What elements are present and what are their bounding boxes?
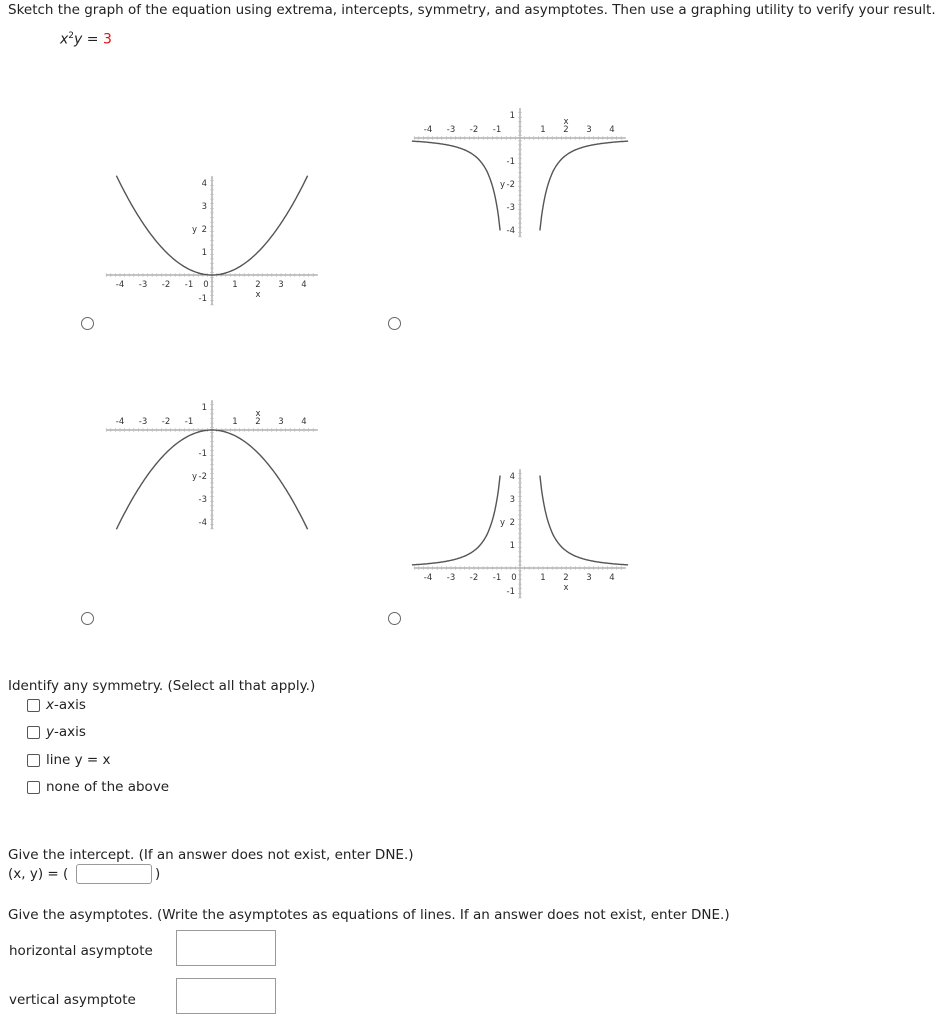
graph-curve-right — [540, 141, 628, 230]
x-tick-label: 0 — [203, 280, 209, 290]
x-tick-label: -2 — [469, 125, 479, 135]
symmetry-question: Identify any symmetry. (Select all that apply.) — [8, 678, 316, 694]
horizontal-asymptote-label: horizontal asymptote — [9, 943, 153, 959]
eq-x: x — [60, 31, 69, 48]
option-x-axis-suffix: -axis — [54, 697, 86, 713]
x-tick-label: 4 — [301, 280, 307, 290]
graph-curve-left — [412, 476, 500, 565]
graph-d-svg — [398, 374, 658, 624]
y-tick-label: -4 — [198, 518, 207, 528]
option-none[interactable] — [27, 778, 169, 796]
y-tick-label: 2 — [509, 518, 515, 528]
x-tick-label: -3 — [446, 573, 456, 583]
x-tick-label: -2 — [161, 417, 171, 427]
x-tick-label: -4 — [423, 125, 433, 135]
y-tick-label: -1 — [198, 449, 207, 459]
y-tick-label: -1 — [506, 157, 515, 167]
x-tick-label: 4 — [301, 417, 307, 427]
y-tick-label: 1 — [509, 111, 515, 121]
x-tick-label: -3 — [138, 417, 148, 427]
x-tick-label: 1 — [540, 125, 546, 135]
x-tick-label: -1 — [492, 125, 502, 135]
y-tick-label: -3 — [198, 495, 207, 505]
eq-exp: 2 — [68, 31, 75, 41]
graph-curve-right — [540, 476, 628, 565]
option-none-label: none of the above — [46, 779, 170, 795]
intercept-input[interactable] — [76, 864, 152, 884]
x-tick-label: 2 — [255, 417, 261, 427]
option-line-y-x[interactable] — [27, 751, 111, 769]
graph-curve-left — [412, 141, 500, 230]
x-tick-label: 2 — [563, 125, 569, 135]
prompt-text: Sketch the graph of the equation using extrema, intercepts, symmetry, and asymptotes. Then use a graphing utility to verify your result. — [8, 2, 936, 18]
x-tick-label: -4 — [423, 573, 433, 583]
y-tick-label: 4 — [509, 472, 515, 482]
y-tick-label: -2 — [506, 180, 515, 190]
eq-sign: = — [82, 31, 103, 48]
x-tick-label: -3 — [446, 125, 456, 135]
y-axis-label: y — [499, 180, 505, 190]
y-tick-label: 3 — [201, 202, 207, 212]
y-tick-label: 3 — [509, 495, 515, 505]
y-tick-label: 1 — [201, 403, 207, 413]
x-tick-label: 2 — [255, 280, 261, 290]
checkbox-y-axis[interactable] — [27, 726, 40, 739]
x-axis-label: x — [255, 290, 261, 300]
y-tick-label: 1 — [509, 541, 515, 551]
y-axis-label: y — [191, 225, 197, 235]
x-tick-label: 4 — [609, 573, 615, 583]
x-tick-label: 1 — [232, 280, 238, 290]
x-tick-label: -4 — [115, 280, 125, 290]
asymptotes-question: Give the asymptotes. (Write the asymptotes as equations of lines. If an answer does not exist, enter DNE.) — [8, 907, 730, 923]
y-tick-label: 1 — [201, 248, 207, 258]
x-tick-label: -3 — [138, 280, 148, 290]
intercept-rhs: ) — [155, 866, 161, 882]
x-tick-label: 0 — [511, 573, 517, 583]
graph-option-a — [90, 78, 350, 328]
radio-graph-d[interactable] — [388, 612, 401, 625]
y-tick-label: -1 — [198, 294, 207, 304]
graph-c-svg — [90, 374, 350, 624]
vertical-asymptote-input[interactable] — [176, 978, 276, 1014]
y-axis-label: y — [191, 472, 197, 482]
x-axis-label: x — [563, 117, 569, 127]
vertical-asymptote-label: vertical asymptote — [9, 992, 136, 1008]
x-tick-label: -4 — [115, 417, 125, 427]
graph-option-b — [398, 78, 658, 328]
graph-a-svg — [90, 78, 350, 328]
y-tick-label: 2 — [201, 225, 207, 235]
eq-y: y — [74, 31, 83, 48]
x-tick-label: 3 — [586, 573, 592, 583]
option-y-axis-var: y — [46, 724, 54, 740]
y-axis-label: y — [499, 518, 505, 528]
x-tick-label: 1 — [232, 417, 238, 427]
x-tick-label: -1 — [184, 417, 194, 427]
x-tick-label: -2 — [469, 573, 479, 583]
option-x-axis-var: x — [46, 697, 54, 713]
x-axis-label: x — [563, 583, 569, 593]
x-tick-label: -1 — [184, 280, 194, 290]
checkbox-line-y-x[interactable] — [27, 754, 40, 767]
x-axis-label: x — [255, 409, 261, 419]
radio-graph-a[interactable] — [81, 317, 94, 330]
intercept-lhs: (x, y) = ( — [8, 866, 69, 882]
x-tick-label: 3 — [586, 125, 592, 135]
x-tick-label: 3 — [278, 280, 284, 290]
option-y-axis[interactable] — [27, 723, 86, 741]
y-tick-label: -4 — [506, 226, 515, 236]
x-tick-label: 2 — [563, 573, 569, 583]
y-tick-label: -1 — [506, 587, 515, 597]
radio-graph-b[interactable] — [388, 317, 401, 330]
graph-b-svg — [398, 78, 658, 328]
option-line-y-x-label: line y = x — [46, 752, 111, 768]
x-tick-label: -2 — [161, 280, 171, 290]
x-tick-label: 1 — [540, 573, 546, 583]
option-x-axis[interactable] — [27, 696, 86, 714]
checkbox-none[interactable] — [27, 781, 40, 794]
x-tick-label: 4 — [609, 125, 615, 135]
checkbox-x-axis[interactable] — [27, 699, 40, 712]
horizontal-asymptote-input[interactable] — [176, 930, 276, 966]
y-tick-label: -2 — [198, 472, 207, 482]
graph-option-d — [398, 374, 658, 624]
equation — [60, 31, 112, 48]
x-tick-label: 3 — [278, 417, 284, 427]
y-tick-label: -3 — [506, 203, 515, 213]
y-tick-label: 4 — [201, 179, 207, 189]
x-tick-label: -1 — [492, 573, 502, 583]
option-y-axis-suffix: -axis — [54, 724, 86, 740]
graph-option-c — [90, 374, 350, 624]
intercept-question: Give the intercept. (If an answer does not exist, enter DNE.) — [8, 847, 414, 863]
eq-rhs: 3 — [102, 31, 112, 48]
radio-graph-c[interactable] — [81, 612, 94, 625]
